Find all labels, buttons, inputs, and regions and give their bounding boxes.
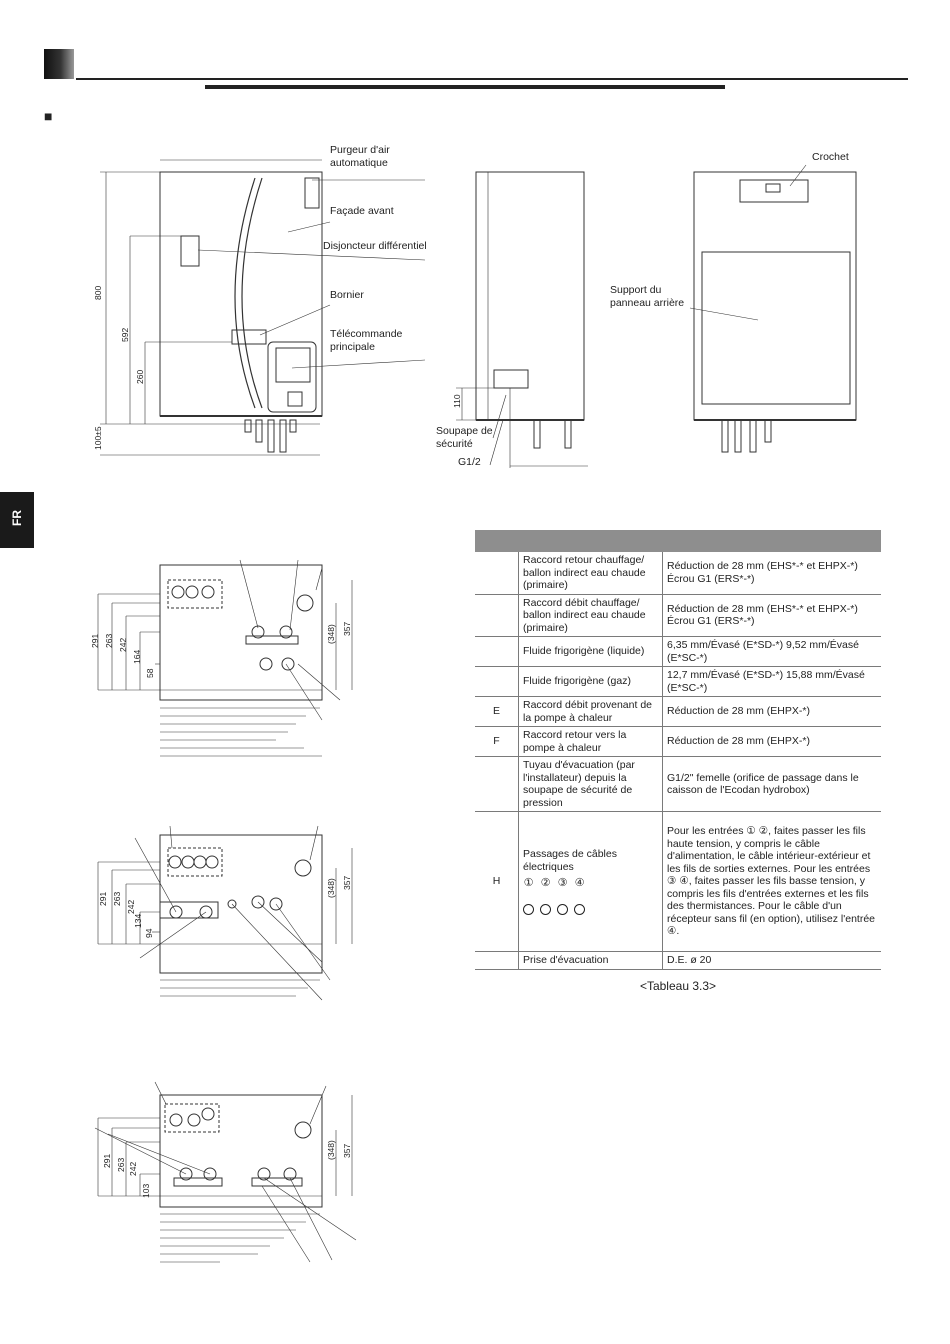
b2-dim-242: 242 — [126, 899, 136, 914]
row-letter: H — [475, 812, 519, 952]
table-row — [475, 552, 881, 594]
dim-100: 100±5 — [93, 426, 103, 450]
row-spec: 6,35 mm/Évasé (E*SD-*) 9,52 mm/Évasé (E*SC-*) — [663, 637, 882, 667]
table-row — [475, 757, 881, 812]
dim-110: 110 — [452, 394, 462, 408]
row-letter — [475, 552, 519, 594]
language-tab-label: FR — [10, 510, 24, 526]
b1-dim-164: 164 — [132, 649, 142, 664]
entry-ring-icon — [540, 904, 551, 915]
b3-dim-242: 242 — [128, 1161, 138, 1176]
b3-dim-357: 357 — [342, 1143, 352, 1158]
row-name: Raccord retour vers la pompe à chaleur — [519, 727, 663, 757]
entry-ring-icon — [557, 904, 568, 915]
row-spec: Réduction de 28 mm (EHPX-*) — [663, 727, 882, 757]
label-breaker: Disjoncteur différentiel — [323, 240, 427, 252]
row-letter — [475, 757, 519, 812]
label-remote: Télécommande principale — [330, 328, 403, 353]
row-spec: 12,7 mm/Évasé (E*SD-*) 15,88 mm/Évasé (E*SC-*) — [663, 667, 882, 697]
row-letter: E — [475, 697, 519, 727]
entry-ring-icon — [574, 904, 585, 915]
row-letter — [475, 637, 519, 667]
b2-dim-291: 291 — [98, 891, 108, 906]
table-row — [475, 812, 881, 952]
table-row — [475, 594, 881, 637]
entry-number: ② — [540, 877, 551, 890]
section-bullet: ■ — [44, 108, 53, 124]
table-header — [475, 530, 881, 552]
entry-number: ④ — [574, 877, 585, 890]
label-safety-valve: Soupape de sécurité — [436, 425, 493, 450]
b3-dim-291: 291 — [102, 1153, 112, 1168]
cable-entry — [557, 877, 568, 915]
b2-dim-357: 357 — [342, 875, 352, 890]
label-front-panel: Façade avant — [330, 205, 394, 217]
b3-dim-263: 263 — [116, 1157, 126, 1172]
dim-800: 800 — [93, 285, 103, 300]
entry-number: ③ — [557, 877, 568, 890]
b3-dim-348: (348) — [326, 1140, 336, 1160]
b1-dim-242: 242 — [118, 637, 128, 652]
table-caption: <Tableau 3.3> — [639, 979, 717, 993]
label-support: Support du panneau arrière — [610, 284, 685, 309]
label-terminal: Bornier — [330, 289, 364, 301]
row-name: Passages de câbles électriques — [523, 848, 617, 873]
b1-dim-58: 58 — [145, 668, 155, 678]
cable-entries — [523, 877, 658, 915]
row-name: Raccord débit provenant de la pompe à chaleur — [519, 697, 663, 727]
row-spec: Pour les entrées ① ②, faites passer les fils haute tension, y compris le câble d'alimentation, le câble intérieur-extérieur et les fils de sorties externes. Pour les entrées ③ ④, faites passer les fils basse tension, y compris les fils d'entrées externes et les fils des thermistances. Pour le câble d'un récepteur sans fil (en option), utilisez l'entrée ④. — [663, 812, 882, 952]
table-row — [475, 727, 881, 757]
entry-ring-icon — [523, 904, 534, 915]
row-letter — [475, 952, 519, 970]
label-air-purge: Purgeur d'air automatique — [330, 144, 390, 169]
row-letter: F — [475, 727, 519, 757]
row-spec: Réduction de 28 mm (EHPX-*) — [663, 697, 882, 727]
row-name: Tuyau d'évacuation (par l'installateur) depuis la soupape de sécurité de pression — [519, 757, 663, 812]
row-name-cable — [519, 812, 663, 952]
b2-dim-134: 134 — [133, 913, 143, 928]
b2-dim-263: 263 — [112, 891, 122, 906]
row-name: Prise d'évacuation — [519, 952, 663, 970]
b1-dim-263: 263 — [104, 633, 114, 648]
table-row — [475, 667, 881, 697]
row-letter — [475, 594, 519, 637]
b1-dim-291: 291 — [90, 633, 100, 648]
b2-dim-94: 94 — [144, 928, 154, 938]
row-spec: D.E. ø 20 — [663, 952, 882, 970]
cable-entry — [523, 877, 534, 915]
label-g12: G1/2 — [458, 456, 481, 468]
b3-dim-103: 103 — [141, 1183, 151, 1198]
label-hook: Crochet — [812, 151, 849, 163]
b1-dim-357: 357 — [342, 621, 352, 636]
table-row — [475, 697, 881, 727]
dim-260: 260 — [135, 369, 145, 384]
dim-592: 592 — [120, 327, 130, 342]
row-name: Raccord retour chauffage/ ballon indirect eau chaude (primaire) — [519, 552, 663, 594]
b1-dim-348: (348) — [326, 624, 336, 644]
row-name: Fluide frigorigène (liquide) — [519, 637, 663, 667]
table-row — [475, 637, 881, 667]
row-spec: Réduction de 28 mm (EHS*-* et EHPX-*) Écrou G1 (ERS*-*) — [663, 594, 882, 637]
row-spec: Réduction de 28 mm (EHS*-* et EHPX-*) Écrou G1 (ERS*-*) — [663, 552, 882, 594]
row-name: Raccord débit chauffage/ ballon indirect eau chaude (primaire) — [519, 594, 663, 637]
cable-entry — [574, 877, 585, 915]
cable-entry — [540, 877, 551, 915]
entry-number: ① — [523, 877, 534, 890]
row-spec: G1/2" femelle (orifice de passage dans le caisson de l'Ecodan hydrobox) — [663, 757, 882, 812]
row-name: Fluide frigorigène (gaz) — [519, 667, 663, 697]
b2-dim-348: (348) — [326, 878, 336, 898]
row-letter — [475, 667, 519, 697]
table-row — [475, 952, 881, 970]
connections-table — [475, 530, 881, 970]
